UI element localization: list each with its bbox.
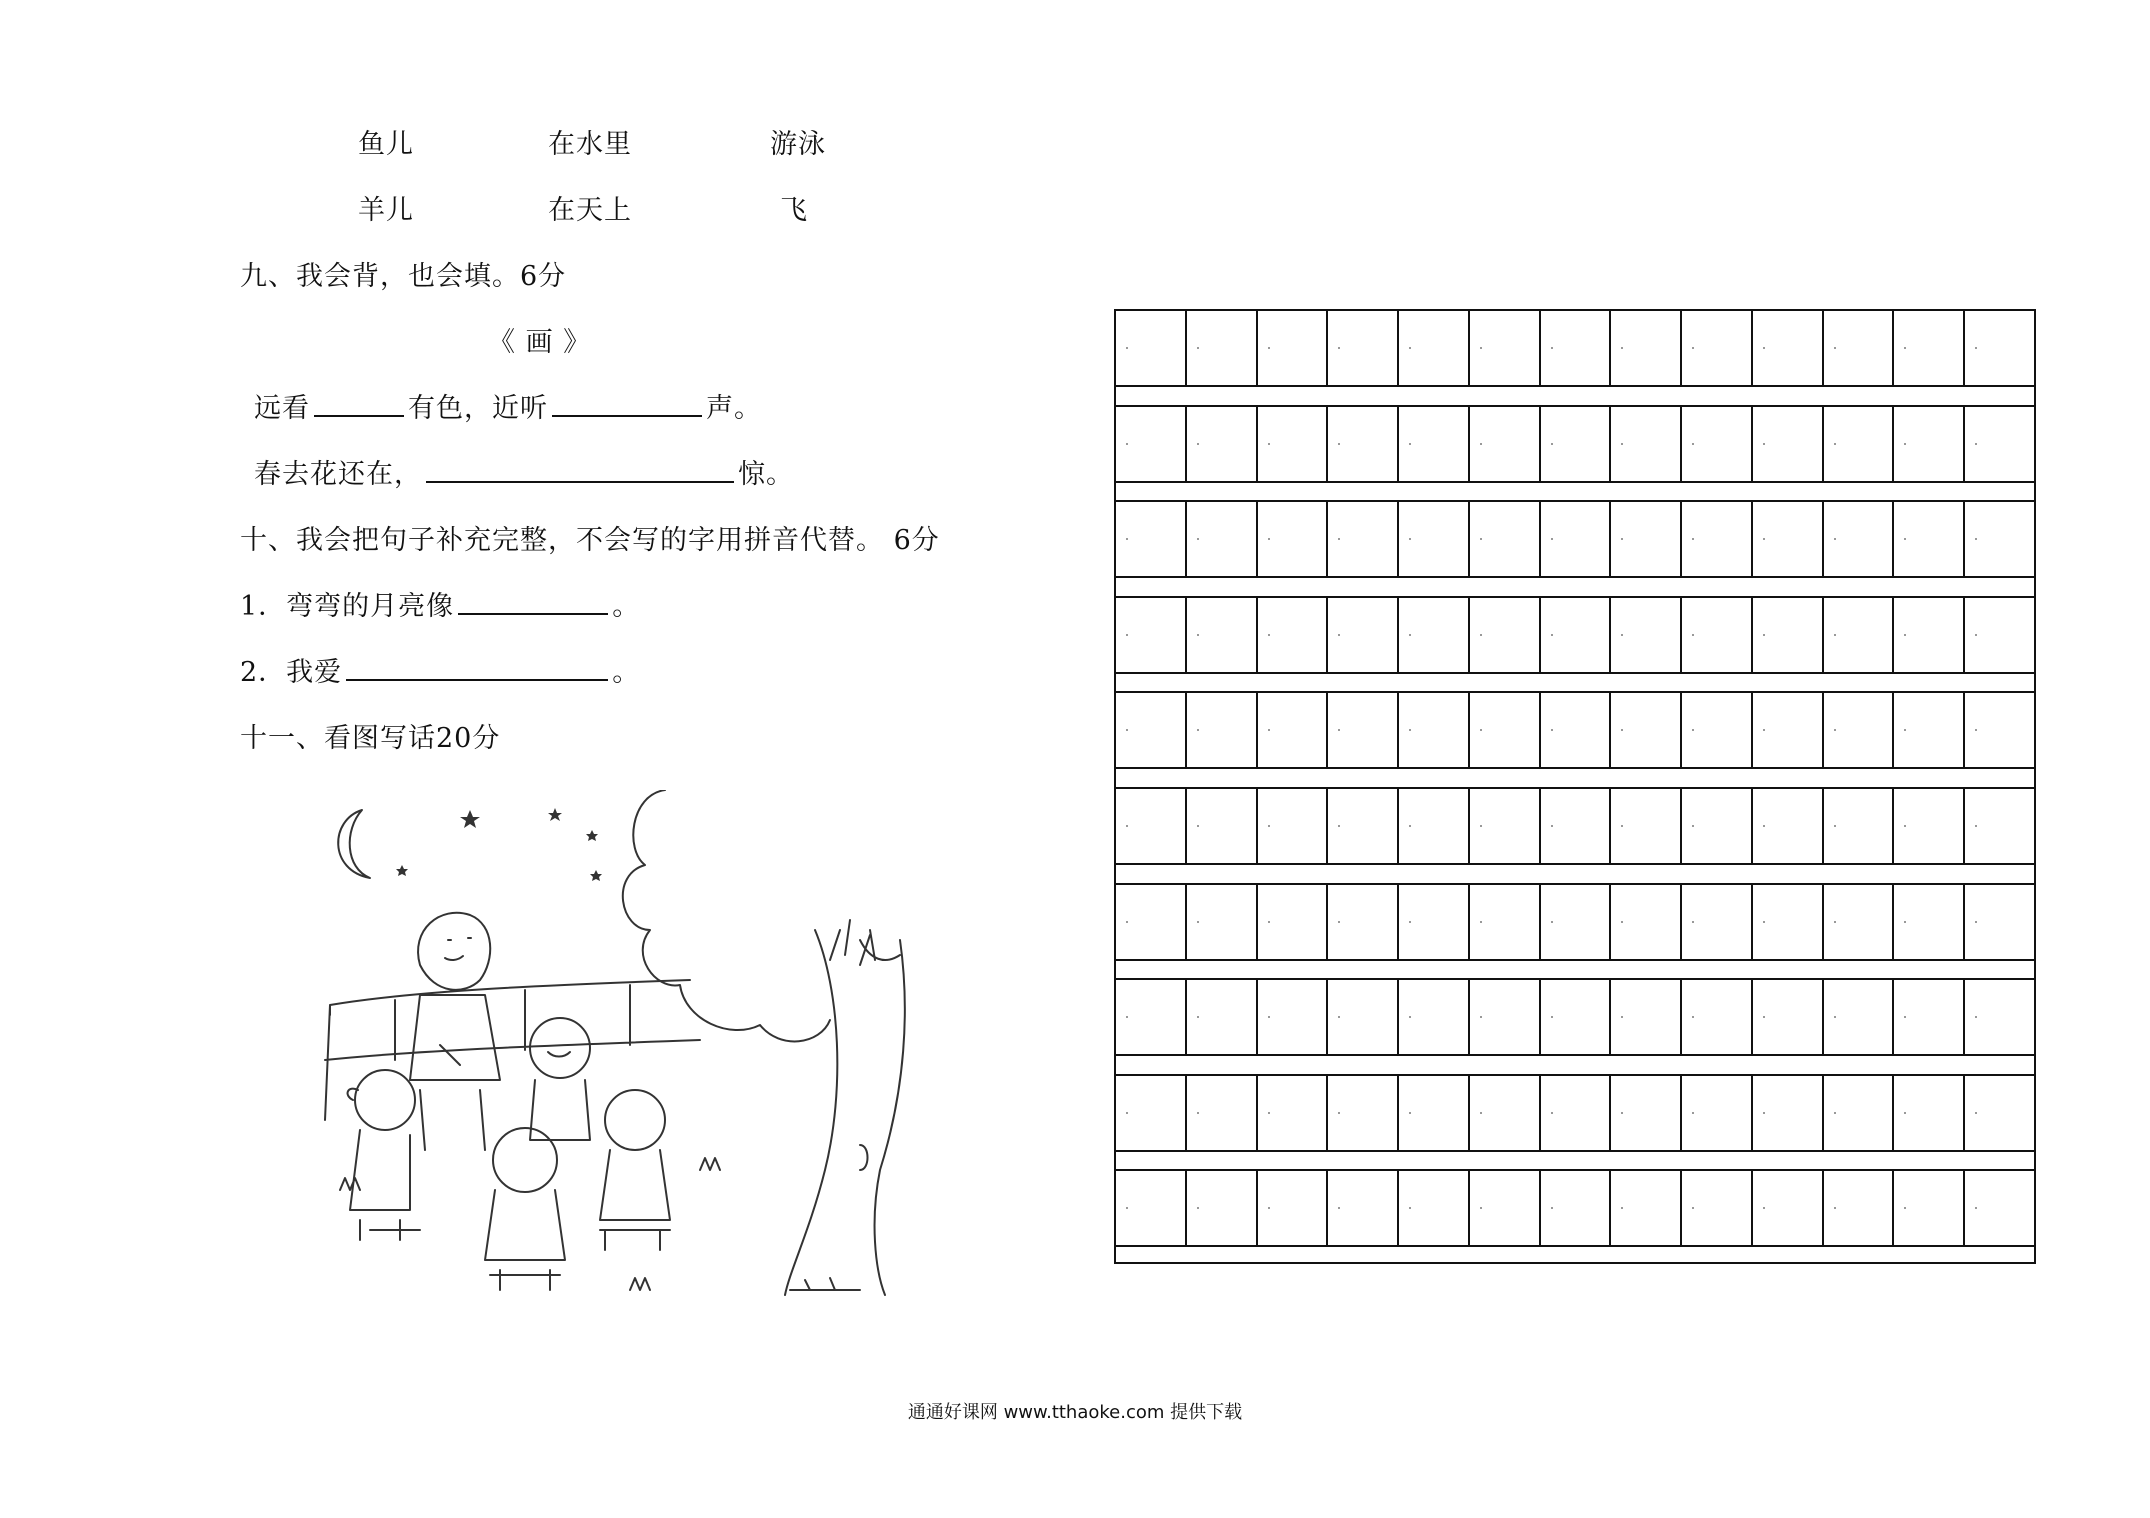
grid-cell[interactable] xyxy=(1965,407,2034,481)
grid-cell[interactable] xyxy=(1753,311,1824,385)
grid-cell[interactable] xyxy=(1399,980,1470,1054)
grid-cell[interactable] xyxy=(1541,789,1612,863)
poem-line-2-part-2: 惊。 xyxy=(738,459,794,490)
child-figure xyxy=(530,1018,590,1140)
grid-cell[interactable] xyxy=(1470,1076,1541,1150)
grid-cell[interactable] xyxy=(1682,502,1753,576)
grid-cell[interactable] xyxy=(1541,693,1612,767)
grid-cell[interactable] xyxy=(1965,980,2034,1054)
grid-cell[interactable] xyxy=(1965,885,2034,959)
grid-cell[interactable] xyxy=(1187,311,1258,385)
poem-line-2 xyxy=(254,458,794,492)
grid-cell[interactable] xyxy=(1187,980,1258,1054)
grid-cell[interactable] xyxy=(1116,1076,1187,1150)
grid-cell[interactable] xyxy=(1116,598,1187,672)
grid-cell[interactable] xyxy=(1682,1076,1753,1150)
grid-cell[interactable] xyxy=(1187,407,1258,481)
grid-cell[interactable] xyxy=(1611,311,1682,385)
grid-cell[interactable] xyxy=(1611,980,1682,1054)
grid-cell[interactable] xyxy=(1328,407,1399,481)
grid-row xyxy=(1116,500,2034,578)
word-row-2-col-1: 羊儿 xyxy=(358,195,414,226)
grid-row xyxy=(1116,978,2034,1056)
grid-cell[interactable] xyxy=(1611,598,1682,672)
word-row-2-col-3: 飞 xyxy=(780,195,808,226)
poem-line-1-part-1: 远看 xyxy=(254,393,310,424)
grid-cell[interactable] xyxy=(1753,980,1824,1054)
grid-cell[interactable] xyxy=(1258,980,1329,1054)
grid-cell[interactable] xyxy=(1824,1171,1895,1245)
grid-cell[interactable] xyxy=(1965,598,2034,672)
grid-cell[interactable] xyxy=(1328,693,1399,767)
answer-blank[interactable] xyxy=(426,459,734,483)
grid-cell[interactable] xyxy=(1894,980,1965,1054)
grid-cell[interactable] xyxy=(1965,502,2034,576)
grid-cell[interactable] xyxy=(1116,1171,1187,1245)
grid-cell[interactable] xyxy=(1187,789,1258,863)
grid-cell[interactable] xyxy=(1470,980,1541,1054)
poem-line-1 xyxy=(254,392,762,426)
q10-item-1 xyxy=(240,590,640,624)
word-row-1-col-1: 鱼儿 xyxy=(358,129,414,160)
grid-cell[interactable] xyxy=(1470,1171,1541,1245)
page-footer: 通通好课网 www.tthaoke.com 提供下载 xyxy=(907,1402,1243,1423)
writing-grid xyxy=(1114,309,2036,1264)
grid-cell[interactable] xyxy=(1470,885,1541,959)
poem-line-1-part-3: 声。 xyxy=(706,393,762,424)
q10-heading: 十、我会把句子补充完整，不会写的字用拼音代替。 6分 xyxy=(240,525,940,556)
grid-cell[interactable] xyxy=(1399,311,1470,385)
child-figure xyxy=(485,1128,565,1290)
grid-cell[interactable] xyxy=(1328,980,1399,1054)
q9-heading: 九、我会背，也会填。6分 xyxy=(240,261,567,292)
grid-cell[interactable] xyxy=(1399,1171,1470,1245)
word-row-1-col-2: 在水里 xyxy=(548,129,632,160)
q11-heading: 十一、看图写话20分 xyxy=(240,723,501,754)
q10-item-2 xyxy=(240,656,640,690)
grid-row xyxy=(1116,787,2034,865)
grid-cell[interactable] xyxy=(1965,789,2034,863)
grid-cell[interactable] xyxy=(1682,598,1753,672)
grid-cell[interactable] xyxy=(1328,1171,1399,1245)
grid-cell[interactable] xyxy=(1965,311,2034,385)
grid-cell[interactable] xyxy=(1682,311,1753,385)
word-row-1-col-3: 游泳 xyxy=(770,129,826,160)
grid-row xyxy=(1116,1074,2034,1152)
grid-cell[interactable] xyxy=(1682,980,1753,1054)
tree-canopy xyxy=(623,790,900,1041)
grid-cell[interactable] xyxy=(1682,693,1753,767)
grid-cell[interactable] xyxy=(1541,598,1612,672)
grid-cell[interactable] xyxy=(1328,598,1399,672)
grid-cell[interactable] xyxy=(1611,693,1682,767)
grid-cell[interactable] xyxy=(1894,502,1965,576)
grid-cell[interactable] xyxy=(1541,502,1612,576)
grid-cell[interactable] xyxy=(1894,1076,1965,1150)
answer-blank[interactable] xyxy=(458,591,608,615)
star-icon xyxy=(396,808,602,881)
grid-cell[interactable] xyxy=(1328,1076,1399,1150)
grid-cell[interactable] xyxy=(1258,311,1329,385)
grid-cell[interactable] xyxy=(1116,502,1187,576)
grid-cell[interactable] xyxy=(1399,502,1470,576)
grid-cell[interactable] xyxy=(1116,980,1187,1054)
grid-cell[interactable] xyxy=(1753,1171,1824,1245)
grid-cell[interactable] xyxy=(1258,1171,1329,1245)
q10-item-2-end: 。 xyxy=(612,657,641,688)
grid-cell[interactable] xyxy=(1187,1076,1258,1150)
q10-item-2-text: 2．我爱 xyxy=(240,657,343,688)
grid-cell[interactable] xyxy=(1753,885,1824,959)
grid-cell[interactable] xyxy=(1399,1076,1470,1150)
grid-cell[interactable] xyxy=(1965,1076,2034,1150)
grid-cell[interactable] xyxy=(1470,789,1541,863)
grid-cell[interactable] xyxy=(1116,407,1187,481)
stool xyxy=(370,1230,670,1275)
child-figure xyxy=(348,1070,415,1240)
grid-cell[interactable] xyxy=(1753,502,1824,576)
grid-cell[interactable] xyxy=(1399,407,1470,481)
grid-cell[interactable] xyxy=(1682,789,1753,863)
grid-cell[interactable] xyxy=(1399,598,1470,672)
grid-cell[interactable] xyxy=(1541,980,1612,1054)
grid-cell[interactable] xyxy=(1965,1171,2034,1245)
moon-icon xyxy=(338,810,370,878)
grid-cell[interactable] xyxy=(1470,598,1541,672)
grid-cell[interactable] xyxy=(1399,885,1470,959)
grid-cell[interactable] xyxy=(1682,1171,1753,1245)
poem-line-2-part-1: 春去花还在， xyxy=(254,459,422,490)
grid-cell[interactable] xyxy=(1611,407,1682,481)
grid-cell[interactable] xyxy=(1258,789,1329,863)
grid-cell[interactable] xyxy=(1187,502,1258,576)
grid-row xyxy=(1116,1169,2034,1247)
grid-cell[interactable] xyxy=(1611,1171,1682,1245)
grass xyxy=(340,1158,860,1290)
grid-cell[interactable] xyxy=(1399,789,1470,863)
grid-cell[interactable] xyxy=(1258,502,1329,576)
grid-cell[interactable] xyxy=(1894,311,1965,385)
grid-cell[interactable] xyxy=(1824,693,1895,767)
grid-cell[interactable] xyxy=(1611,1076,1682,1150)
adult-storyteller xyxy=(410,913,500,1150)
grid-cell[interactable] xyxy=(1116,311,1187,385)
grid-cell[interactable] xyxy=(1824,407,1895,481)
grid-cell[interactable] xyxy=(1187,885,1258,959)
grid-cell[interactable] xyxy=(1824,311,1895,385)
grid-cell[interactable] xyxy=(1682,885,1753,959)
child-figure xyxy=(600,1090,670,1250)
grid-row xyxy=(1116,691,2034,769)
grid-cell[interactable] xyxy=(1328,502,1399,576)
grid-cell[interactable] xyxy=(1187,598,1258,672)
grid-cell[interactable] xyxy=(1187,693,1258,767)
fence xyxy=(325,980,700,1120)
grid-row xyxy=(1116,309,2034,387)
q10-item-1-text: 1．弯弯的月亮像 xyxy=(240,591,455,622)
grid-cell[interactable] xyxy=(1470,311,1541,385)
grid-cell[interactable] xyxy=(1328,789,1399,863)
grid-cell[interactable] xyxy=(1470,693,1541,767)
grid-cell[interactable] xyxy=(1753,1076,1824,1150)
grid-cell[interactable] xyxy=(1470,407,1541,481)
grid-cell[interactable] xyxy=(1611,885,1682,959)
grid-cell[interactable] xyxy=(1541,885,1612,959)
grid-cell[interactable] xyxy=(1541,407,1612,481)
grid-row xyxy=(1116,405,2034,483)
grid-cell[interactable] xyxy=(1258,1076,1329,1150)
grid-cell[interactable] xyxy=(1541,311,1612,385)
poem-title: 《 画 》 xyxy=(488,327,592,358)
grid-cell[interactable] xyxy=(1894,885,1965,959)
grid-cell[interactable] xyxy=(1116,789,1187,863)
grid-cell[interactable] xyxy=(1894,598,1965,672)
grid-cell[interactable] xyxy=(1187,1171,1258,1245)
grid-cell[interactable] xyxy=(1258,407,1329,481)
grid-cell[interactable] xyxy=(1824,1076,1895,1150)
grid-cell[interactable] xyxy=(1824,980,1895,1054)
grid-cell[interactable] xyxy=(1328,885,1399,959)
grid-cell[interactable] xyxy=(1682,407,1753,481)
grid-cell[interactable] xyxy=(1894,1171,1965,1245)
tree-trunk xyxy=(785,930,905,1295)
grid-cell[interactable] xyxy=(1824,502,1895,576)
word-row-2-col-2: 在天上 xyxy=(548,195,632,226)
grid-cell[interactable] xyxy=(1824,789,1895,863)
grid-cell[interactable] xyxy=(1753,693,1824,767)
grid-cell[interactable] xyxy=(1258,693,1329,767)
grid-cell[interactable] xyxy=(1258,885,1329,959)
grid-cell[interactable] xyxy=(1541,1076,1612,1150)
grid-cell[interactable] xyxy=(1328,311,1399,385)
grid-cell[interactable] xyxy=(1753,598,1824,672)
grid-cell[interactable] xyxy=(1399,693,1470,767)
q10-item-1-end: 。 xyxy=(612,591,641,622)
grid-row xyxy=(1116,596,2034,674)
grid-cell[interactable] xyxy=(1824,598,1895,672)
grid-cell[interactable] xyxy=(1470,502,1541,576)
grid-cell[interactable] xyxy=(1894,407,1965,481)
grid-cell[interactable] xyxy=(1753,789,1824,863)
grid-cell[interactable] xyxy=(1824,885,1895,959)
grid-cell[interactable] xyxy=(1116,693,1187,767)
grid-cell[interactable] xyxy=(1894,789,1965,863)
answer-blank[interactable] xyxy=(346,657,608,681)
answer-blank[interactable] xyxy=(552,393,702,417)
grid-cell[interactable] xyxy=(1611,502,1682,576)
grid-row xyxy=(1116,883,2034,961)
grid-cell[interactable] xyxy=(1541,1171,1612,1245)
answer-blank[interactable] xyxy=(314,393,404,417)
poem-line-1-part-2: 有色，近听 xyxy=(408,393,548,424)
story-night-illustration xyxy=(300,790,960,1310)
grid-cell[interactable] xyxy=(1965,693,2034,767)
grid-cell[interactable] xyxy=(1611,789,1682,863)
grid-cell[interactable] xyxy=(1894,693,1965,767)
grid-cell[interactable] xyxy=(1753,407,1824,481)
grid-cell[interactable] xyxy=(1116,885,1187,959)
grid-cell[interactable] xyxy=(1258,598,1329,672)
